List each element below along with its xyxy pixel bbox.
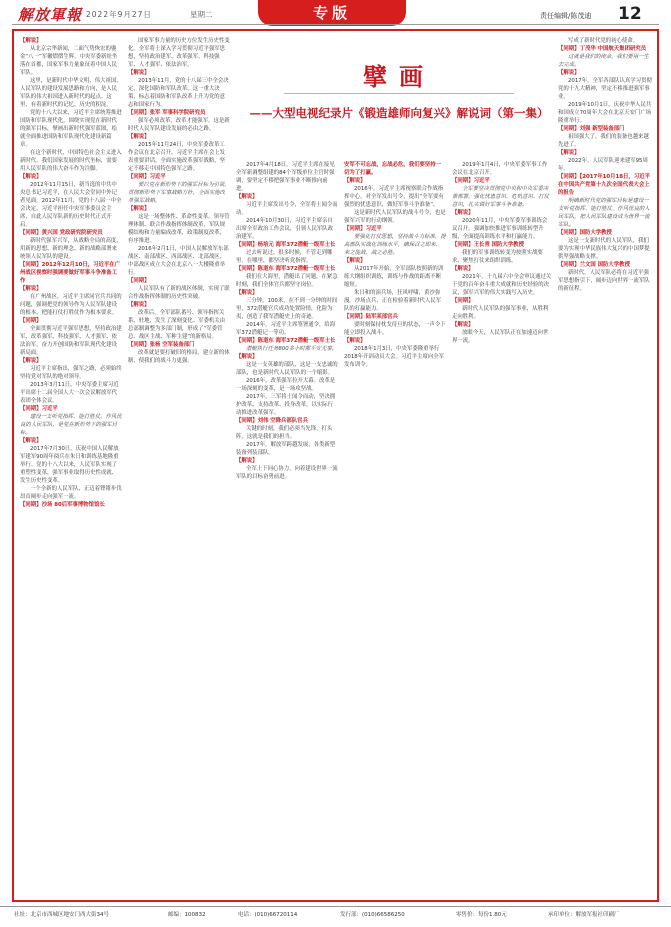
paragraph: 朱日和的演兵场，狂风呼啸，黄沙弥漫。沙场点兵，正在检验着新时代人民军队的打赢能力。	[344, 290, 442, 312]
paragraph: 【同期】国防大学教授	[558, 230, 612, 236]
paragraph: 要强化打仗思想，坚持战斗力标准，提高部队实战化训练水平，确保召之即来、来之能战、战之必胜。	[344, 234, 446, 256]
paragraph: 关键的时刻，我们必须当先锋，打头阵，这就是我们的担当。	[236, 426, 333, 440]
section-tab: 专版	[258, 0, 406, 26]
paragraph: 这是一场整体性、革命性变革。领导管理体制、联合作战指挥体制改革，军队规模结构和力量编成改革，政策制度改革，有序推进。	[128, 214, 230, 244]
paragraph: 国家军事力量的历史方位发生历史性变化。全军将士深入学习贯彻习近平强军思想，坚持政治建军、改革强军、科技强军、人才强军、依法治军。	[128, 38, 230, 68]
paragraph: 一个全新的人民军队，正迈着铿锵步伐昂首阔步走向强军一流。	[20, 486, 122, 500]
paragraph: 2017年，解放军跨越发展，各类新型装备列装部队。	[236, 442, 336, 456]
column-3	[236, 161, 338, 895]
paragraph: 【解说】	[236, 354, 258, 360]
paragraph: 安军不可忘战，忘战必危。我们要坚持一切为了打赢。	[344, 162, 442, 176]
column-5	[452, 161, 552, 895]
paragraph: 改革后，全军部队番号、领导指挥关系、驻地，发生了深刻变化。军委机关由总部制调整为多部门制，形成了“军委管总、战区主战、军种主建”的新格局。	[128, 310, 226, 340]
paragraph: 强军必须改革，改革才能强军。这是新时代人民军队建设发展的必由之路。	[128, 118, 230, 132]
footer-printer: 承印单位：解放军报社印刷厂	[548, 912, 620, 918]
paragraph: 在广州战区，习近平主席同官兵共同的问题，强调把党的领导作为人民军队建设的根本，把能打仗打胜仗作为根本要求。	[20, 294, 122, 316]
paragraph: 【同期】	[20, 318, 42, 324]
paragraph: 2015年11月24日，中央军委改革工作会议在北京召开。习近平主席在会上发表重要讲话，全面实施改革强军战略，坚定不移走中国特色强军之路。	[128, 142, 226, 172]
paragraph: 【同期】习近平	[20, 406, 58, 412]
paragraph: 全军要坚决贯彻党中央和中央军委决策部署，强化忧患意识、危机意识、打仗意识，扎实做好军事斗争准备。	[452, 186, 550, 208]
paragraph: 【同期】杨培元 海军372潜艇一级军士长	[236, 242, 336, 248]
paragraph: 【同期】丁茂华 中国航天集团研究员	[558, 46, 647, 52]
article-subtitle: ——大型电视纪录片《锻造雄师向复兴》解说词（第一集）	[249, 106, 549, 120]
paragraph: 【解说】	[128, 206, 150, 212]
responsible-editor: 责任编辑/陈茂迪	[540, 12, 592, 20]
paragraph: 【同期】陈道东 海军372潜艇一级军士长	[236, 338, 336, 344]
footer-postcode: 邮编：100832	[168, 912, 206, 918]
paragraph: 2017年，全军各部队认真学习贯彻党的十九大精神，坚定不移推进强军事业。	[558, 78, 652, 100]
paragraph: 【同期】兰文国 国防大学教授	[558, 262, 630, 268]
column-6	[558, 37, 654, 895]
paragraph: 【解说】	[344, 258, 366, 264]
paragraph: 【同期】	[452, 298, 474, 304]
paragraph: 2018年1月3日，中央军委隆重举行2018年开训动员大会。习近平主席向全军发布训令。	[344, 346, 444, 368]
paragraph: 2019年10月1日，庆祝中华人民共和国成立70周年大会在北京天安门广场隆重举行。	[558, 102, 652, 124]
footer-price: 零售价：每份1.80元	[456, 912, 507, 918]
paragraph: 【同期】王长青 国防大学教授	[452, 242, 524, 248]
paragraph: 【同期】刘伟 空降兵部队官兵	[236, 418, 308, 424]
paragraph: 过去听说过，很多时候，不管走到哪里，在哪里，都坚决听党指挥。	[236, 250, 333, 264]
title-block	[214, 53, 584, 153]
paragraph: 【解说】	[128, 302, 150, 308]
paragraph: 改革就是要打破旧的格局，建立新的体制，使我们的战斗力更强。	[128, 350, 230, 364]
paragraph: 【解说】	[558, 70, 580, 76]
article-title: 擘画	[363, 62, 435, 91]
paragraph: 祖国强大了，我们的装备也越来越先进了。	[558, 134, 649, 148]
paragraph: 从北京宗华新闻，二面气势恢宏的鎏金“八一”军徽熠熠生辉。中央军委新址坐落在首都，国家军事力量象征着中国人民军队。	[20, 46, 118, 76]
paragraph: 2021年，十九届六中全会审议通过关于党的百年奋斗重大成就和历史经验的决议，强军兴军的伟大实践写入历史。	[452, 274, 552, 296]
article-frame	[12, 29, 659, 902]
title-divider	[284, 93, 514, 94]
paragraph: 2013年11月，党的十八届三中全会决定，深化国防和军队改革。这一重大决策，标志着国防和军队改革上升为党的意志和国家行为。	[128, 78, 229, 108]
footer	[0, 906, 671, 920]
paragraph: 【解说】	[128, 70, 150, 76]
paragraph: 2019年1月4日，中央军委军事工作会议在北京召开。	[452, 162, 548, 176]
paragraph: 这是一支新时代的人民军队，我们要为实现中华民族伟大复兴的中国梦提供坚强战略支撑。	[558, 238, 650, 260]
paragraph: 【同期】刘强 新型装备部门	[558, 126, 625, 132]
paragraph: 新时代强军兴军，从战略全局的高度，用新的思想、新的理念、新的战略部署来统领人民军队的建设。	[20, 238, 122, 260]
paragraph: 这是一支英雄的部队，这是一支忠诚的部队，也是新时代人民军队的一个缩影。	[236, 362, 338, 376]
paragraph: 【解说】	[128, 134, 150, 140]
paragraph: 要以党在新形势下的强军目标为引领，贯彻新形势下军事战略方针，全面实施改革强军战略。	[128, 182, 230, 204]
paragraph: 【解说】	[20, 38, 42, 44]
paragraph: 【解说】	[20, 358, 42, 364]
paragraph: 【同期】习近平	[452, 178, 490, 184]
paragraph: 新时代人民军队的强军事业，从胜利走向胜利。	[452, 306, 549, 320]
paragraph: 潜艇执行任务800多小时都平安无事。	[246, 346, 338, 352]
paragraph: 2012年11月15日，新当选的中共中央总书记习近平，在人民大会堂同中外记者见面。2012年11月，党的十八届一中全会决定，习近平担任中央军事委员会主席，自此人民军队新的历史时代正式开启。	[20, 182, 122, 228]
paragraph: 【解说】	[20, 174, 42, 180]
paragraph: 2014年10月30日，习近平主席亲自出席全军政治工作会议，引领人民军队政治建军。	[236, 218, 334, 240]
paragraph: 【解说】	[236, 290, 258, 296]
paragraph: 【解说】	[452, 210, 474, 216]
paragraph: 【同期】张军 军事科学院研究员	[128, 110, 206, 116]
paragraph: 2016年，改革强军拉开大幕。改革是一场深刻的变革，是一场攻坚战。	[236, 378, 336, 392]
paragraph: 我们的军事训练转变为按照实战要求、聚焦打仗来组织训练。	[452, 250, 543, 264]
paragraph: 2017年7月30日，庆祝中国人民解放军建军90周年阅兵在朱日和训练基地隆重举行。党的十八大以来，人民军队实现了重塑性变革，强军事业取得历史性成就、发生历史性变革。	[20, 446, 119, 484]
column-2	[128, 37, 230, 895]
paragraph: 【解说】	[20, 286, 42, 292]
paragraph: 2016年2月1日，中国人民解放军东部战区、南部战区、西部战区、北部战区、中部战区成立大会在北京八一大楼隆重举行。	[128, 246, 229, 276]
paragraph: 【解说】	[452, 266, 474, 272]
issue-weekday: 星期二	[190, 10, 213, 19]
column-4	[344, 161, 446, 895]
paragraph: 2014年，习近平主席签署通令，给海军372潜艇记一等功。	[236, 322, 336, 336]
paragraph: 放眼今天，人民军队正在加速迈向世界一流。	[452, 330, 549, 344]
paragraph: 【同期】【2017年10月18日，习近平在中国共产党第十九次全国代表大会上的报告	[558, 174, 650, 196]
paragraph: 习近平主席发出号令，全军将士闻令而动。	[236, 202, 338, 216]
issue-date: 2022年9月27日	[86, 10, 152, 19]
paragraph: 2017年，三军将士闻令而动，坚决拥护改革、支持改革、投身改革，以实际行动推进改革强军。	[236, 394, 336, 416]
paragraph: 【同期】习近平	[128, 174, 166, 180]
paragraph: 党的十八大以来，习近平主席统筹推进国防和军队现代化，围绕实现党在新时代的强军目标，擘画出新时代强军蓝图，绘就全面推进国防和军队现代化建设新篇章。	[20, 110, 122, 148]
paragraph: 这就是我们的使命，我们要用一生去完成。	[558, 54, 649, 68]
paragraph: 【解说】	[236, 458, 258, 464]
paragraph: 【解说】	[344, 178, 366, 184]
paragraph: 【同期】习近平	[344, 226, 382, 232]
paragraph: 新时代，人民军队必将在习近平强军思想指引下，阔步迈向世界一流军队的新征程。	[558, 270, 650, 292]
column-1	[20, 37, 122, 895]
paragraph: 明确新时代党的强军目标是建设一支听党指挥、能打胜仗、作风优良的人民军队，把人民军队建设成为世界一流军队。	[558, 198, 650, 228]
paragraph: 这里，是新时代中华文明，伟大祖国，人民军队的建设发展思路和方向，是人民军队的伟大祖国进入新时代的起点。这里，有着新时代的记忆、历史的积淀。	[20, 78, 122, 108]
paragraph: 这是新时代人民军队的战斗号令，也是强军兴军的行动纲领。	[344, 210, 446, 224]
paragraph: 【同期】2012年12月10日，习近平在广州战区视察时强调要做好军事斗争准备工作	[20, 262, 121, 284]
paragraph: 建设一支听党指挥、能打胜仗、作风优良的人民军队，是党在新形势下的强军目标。	[20, 414, 122, 436]
header-rule	[12, 24, 659, 25]
paragraph: 【解说】	[20, 438, 42, 444]
paragraph: 人民军队有了新的战区体制，实现了联合作战指挥体制的历史性突破。	[128, 286, 230, 300]
paragraph: 2017年4月18日，习近平主席在接见全军新调整组建的84个军级单位主官时强调，要坚定不移把强军事业不断推向前进。	[236, 162, 335, 192]
footer-phone: 电话：(010)66720114	[238, 912, 298, 918]
paragraph: 2013年3月11日，中央军委主席习近平出席十二届全国人大一次会议解放军代表团全体会议。	[20, 382, 119, 404]
paragraph: 全军上下同心协力，向着建设世界一流军队的目标奋勇前进。	[236, 466, 338, 480]
paragraph: 三分钟，100米，在不到一分钟的时间里，372潜艇官兵成功处置险情，化险为夷，创造了我军潜艇史上的奇迹。	[236, 298, 338, 320]
paragraph: 【同期】张杨 空军装备部门	[128, 342, 195, 348]
paragraph: 【解说】	[344, 338, 366, 344]
paragraph: 【解说】	[452, 322, 474, 328]
masthead	[0, 0, 671, 26]
paragraph: 【同期】陈道东 海军372潜艇一级军士长	[236, 266, 336, 272]
paragraph: 习近平主席指出，强军之路，必须始终坚持党对军队的绝对领导。	[20, 366, 122, 380]
paragraph: 【同期】沙场 80后军事博物馆馆长	[20, 502, 105, 508]
paragraph: 2022年，人民军队迎来建军95周年。	[558, 158, 648, 172]
paragraph: 写成了新时代党的初心使命。	[568, 38, 639, 44]
paragraph: 2016年，习近平主席视察联合作战指挥中心，对全军发出号令，提出“全军要有强烈的忧患意识，做好军事斗争准备”。	[344, 186, 444, 208]
paragraph: 我们在大海里，潜艇出了问题，在紧急时刻，我们全体官兵都坚守岗位。	[236, 274, 338, 288]
paragraph: 从2017年开始，全军部队按照新的训练大纲组织训练，训练与作战的距离不断缩短。	[344, 266, 444, 288]
page-number: 12	[618, 4, 642, 24]
paragraph: 在这个新时代，中国特色社会主义进入新时代。我们国家发展的时代坐标，需要用人民军队的伟大奋斗作为注脚。	[20, 150, 122, 172]
paragraph: 要时刻保持枕戈待旦的状态，一声令下能立即投入战斗。	[344, 322, 446, 336]
newspaper-logo: 解放軍報	[18, 6, 83, 24]
paragraph: 【解说】	[558, 150, 580, 156]
paragraph: 全面贯彻习近平强军思想，坚持政治建军、改革强军、科技强军、人才强军、依法治军，奋力开创国防和军队现代化建设新局面。	[20, 326, 122, 356]
footer-address: 社址：北京市西城区地安门西大街34号	[14, 912, 109, 918]
paragraph: 【同期】	[128, 278, 150, 284]
paragraph: 2020年11月，中央军委军事训练会议召开，强调加快推进军事训练转型升级，全面提高训练水平和打赢能力。	[452, 218, 548, 240]
paragraph: 【同期】黄兴国 党政研究院研究员	[20, 230, 103, 236]
footer-fax: 发行部：(010)66586250	[340, 912, 405, 918]
paragraph: 【解说】	[236, 194, 258, 200]
paragraph: 【同期】陆军某部官兵	[344, 314, 398, 320]
